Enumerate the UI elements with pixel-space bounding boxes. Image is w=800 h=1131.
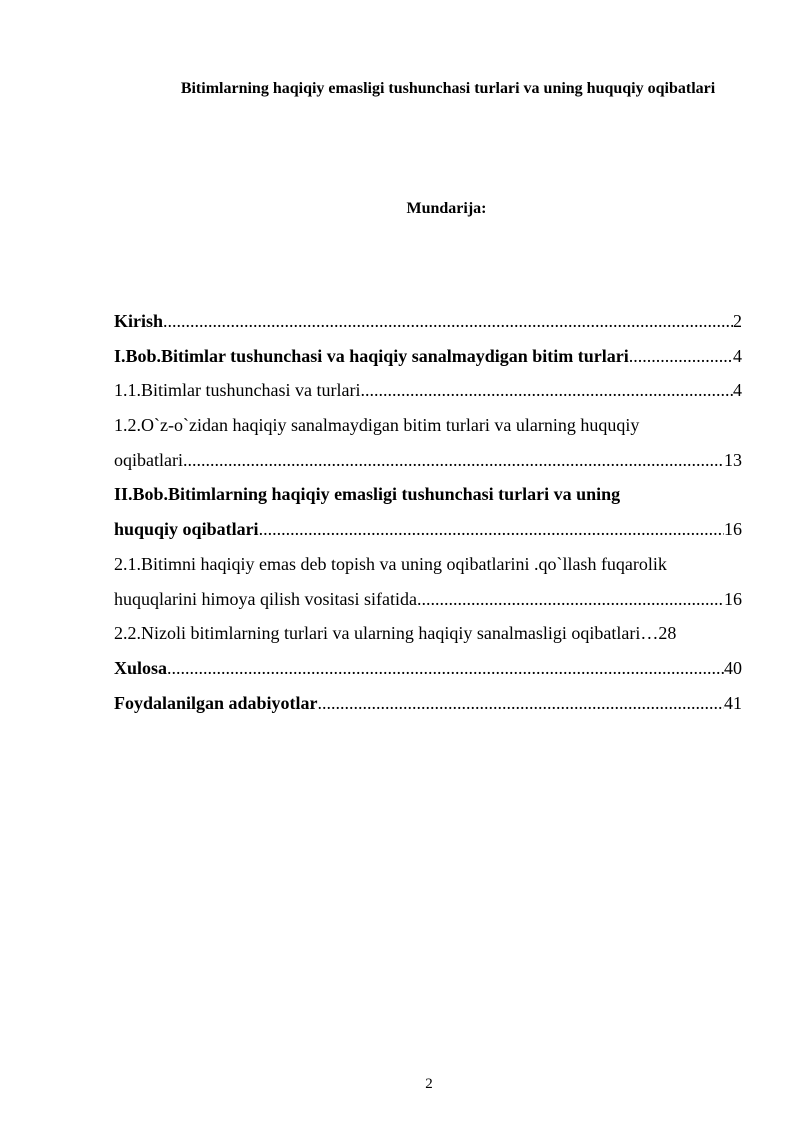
toc-entry-page: 16 [724, 588, 742, 609]
document-title: Bitimlarning haqiqiy emasligi tushunchasi turlari va uning huquqiy oqibatlari [180, 80, 716, 97]
toc-entry-kirish [114, 304, 742, 339]
toc-entry-chapter-1 [114, 339, 742, 374]
toc-entry-title: Xulosa [114, 657, 168, 678]
dot-leader [167, 651, 724, 686]
toc-entry-page: 41 [724, 692, 742, 713]
toc-entry-section-1-2-line1 [114, 408, 742, 443]
toc-entry-title: 1.2.O`z-o`zidan haqiqiy sanalmaydigan bitim turlari va ularning huquqiy [114, 415, 640, 436]
toc-entry-section-2-2 [114, 616, 742, 651]
toc-entry-page: 13 [724, 449, 742, 470]
dot-leader [259, 512, 724, 547]
toc-entry-title-continued: oqibatlari [114, 449, 183, 470]
toc-entry-section-1-1 [114, 373, 742, 408]
toc-entry-adabiyotlar [114, 686, 742, 721]
toc-entry-title: 2.2.Nizoli bitimlarning turlari va ularning haqiqiy sanalmasligi oqibatlari… [114, 623, 659, 644]
toc-entry-page: 4 [733, 345, 742, 366]
toc-entry-page: 28 [658, 623, 677, 644]
toc-entry-page: 4 [733, 380, 742, 401]
toc-entry-title: II.Bob.Bitimlarning haqiqiy emasligi tushunchasi turlari va uning [114, 484, 621, 505]
toc-entry-title-continued: huquqlarini himoya qilish vositasi sifatida [114, 588, 417, 609]
toc-entry-section-2-1-line1 [114, 547, 742, 582]
toc-entry-title: I.Bob.Bitimlar tushunchasi va haqiqiy sanalmaydigan bitim turlari [114, 345, 629, 366]
dot-leader [318, 686, 724, 721]
toc-entry-section-2-1-line2 [114, 582, 742, 617]
toc-entry-title: Kirish [114, 311, 164, 331]
toc-entry-xulosa [114, 651, 742, 686]
toc-entry-title: 1.1.Bitimlar tushunchasi va turlari [114, 380, 361, 401]
page-number: 2 [425, 1076, 433, 1092]
toc-entry-page: 40 [724, 657, 742, 678]
toc-entry-page: 2 [733, 311, 742, 331]
dot-leader [629, 339, 733, 374]
toc-entry-title-continued: huquqiy oqibatlari [114, 519, 259, 540]
toc-heading: Mundarija: [406, 200, 487, 217]
dot-leader [360, 373, 733, 408]
table-of-contents [114, 304, 742, 720]
dot-leader [163, 304, 733, 339]
toc-entry-page: 16 [724, 519, 742, 540]
dot-leader [183, 443, 724, 478]
toc-entry-title: 2.1.Bitimni haqiqiy emas deb topish va uning oqibatlarini .qo`llash fuqarolik [114, 553, 667, 574]
dot-leader [417, 582, 724, 617]
toc-entry-title: Foydalanilgan adabiyotlar [114, 692, 318, 713]
toc-entry-section-1-2-line2 [114, 443, 742, 478]
toc-entry-chapter-2-line1 [114, 477, 742, 512]
toc-entry-chapter-2-line2 [114, 512, 742, 547]
